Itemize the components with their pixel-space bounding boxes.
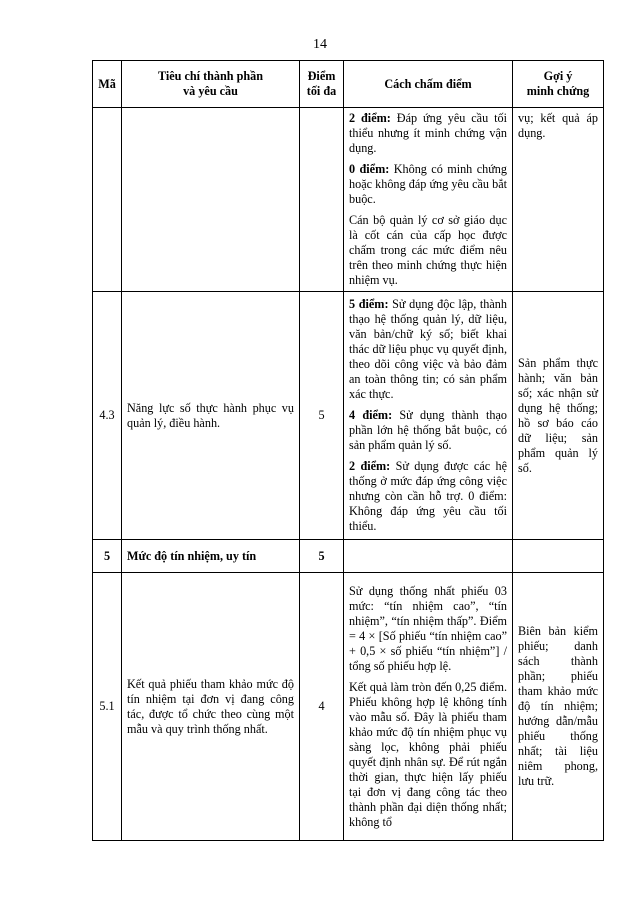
cell-evidence: Biên bản kiểm phiếu; danh sách thành phần; phiếu tham khảo mức độ tín nhiệm; hướng dẫn/mẫu phiếu thống nhất; tài liệu niêm phong, lưu trữ. xyxy=(513,573,604,841)
cell-code: 4.3 xyxy=(93,292,122,540)
header-criteria-line2: và yêu cầu xyxy=(183,84,238,98)
cell-max: 5 xyxy=(300,540,344,573)
criteria-table xyxy=(92,60,604,841)
cell-evidence xyxy=(513,540,604,573)
header-criteria-line1: Tiêu chí thành phần xyxy=(157,69,264,83)
cell-criteria: Năng lực số thực hành phục vụ quản lý, điều hành. xyxy=(122,292,300,540)
cell-criteria: Kết quả phiếu tham khảo mức độ tín nhiệm tại đơn vị đang công tác, được tổ chức theo cùng một mẫu và quy trình thống nhất. xyxy=(122,573,300,841)
cell-criteria xyxy=(122,108,300,292)
scoring-paragraph: 0 điểm: Không có minh chứng hoặc không đáp ứng yêu cầu bắt buộc. xyxy=(349,162,507,206)
table-row xyxy=(93,540,604,573)
cell-criteria: Mức độ tín nhiệm, uy tín xyxy=(122,540,300,573)
header-criteria xyxy=(122,61,300,108)
cell-scoring xyxy=(344,292,513,540)
scoring-paragraph: Sử dụng thống nhất phiếu 03 mức: “tín nhiệm cao”, “tín nhiệm”, “tín nhiệm thấp”. Điểm = 4 × [Số phiếu “tín nhiệm cao” + 0,5 × số phiếu “tín nhiệm”] / tổng số phiếu hợp lệ. xyxy=(349,583,507,673)
table-row xyxy=(93,108,604,292)
cell-scoring xyxy=(344,573,513,841)
scoring-paragraph: Kết quả làm tròn đến 0,25 điểm. Phiếu không hợp lệ không tính vào mẫu số. Đây là phiếu tham khảo mức độ tín nhiệm phục vụ sàng lọc, không phải phiếu quyết định nhân sự. Để rút ngắn thời gian, thực hiện lấy phiếu tại đơn vị đang công tác theo thành phần đại diện thống nhất; không tổ xyxy=(349,679,507,829)
cell-evidence: Sản phẩm thực hành; văn bản số; xác nhận sử dụng hệ thống; hồ sơ báo cáo dữ liệu; sản phẩm quản lý số. xyxy=(513,292,604,540)
page-number: 14 xyxy=(313,37,327,52)
scoring-paragraph: 4 điểm: Sử dụng thành thạo phần lớn hệ thống bắt buộc, có sản phẩm quản lý số. xyxy=(349,408,507,452)
cell-code xyxy=(93,108,122,292)
header-max-line1: Điểm xyxy=(307,69,336,83)
scoring-paragraph: 2 điểm: Sử dụng được các hệ thống ở mức đáp ứng công việc nhưng còn cần hỗ trợ. 0 điểm: Không đáp ứng yêu cầu tối thiểu. xyxy=(349,459,507,533)
table-row xyxy=(93,292,604,540)
header-max-points xyxy=(300,61,344,108)
cell-scoring xyxy=(344,540,513,573)
header-evidence xyxy=(513,61,604,108)
cell-max xyxy=(300,108,344,292)
header-evidence-line1: Gợi ý xyxy=(543,69,573,83)
table-header-row xyxy=(93,61,604,108)
cell-code: 5 xyxy=(93,540,122,573)
cell-code: 5.1 xyxy=(93,573,122,841)
header-code: Mã xyxy=(93,61,122,108)
header-scoring: Cách chấm điểm xyxy=(344,61,513,108)
scoring-paragraph: 5 điểm: Sử dụng độc lập, thành thạo hệ thống quản lý, dữ liệu, văn bản/chữ ký số; biết khai thác dữ liệu phục vụ quyết định, theo dõi công việc và bảo đảm an toàn thông tin; có sản phẩm xác thực. xyxy=(349,297,507,401)
cell-max: 4 xyxy=(300,573,344,841)
scoring-paragraph: 2 điểm: Đáp ứng yêu cầu tối thiểu nhưng ít minh chứng vận dụng. xyxy=(349,111,507,155)
header-evidence-line2: minh chứng xyxy=(526,84,590,98)
header-max-line2: tối đa xyxy=(306,84,337,98)
cell-scoring xyxy=(344,108,513,292)
scoring-paragraph: Cán bộ quản lý cơ sở giáo dục là cốt cán của cấp học được chấm trong các mức điểm nêu trên theo minh chứng thực hiện nhiệm vụ. xyxy=(349,213,507,287)
cell-max: 5 xyxy=(300,292,344,540)
cell-evidence: vụ; kết quả áp dụng. xyxy=(513,108,604,292)
table-row xyxy=(93,573,604,841)
